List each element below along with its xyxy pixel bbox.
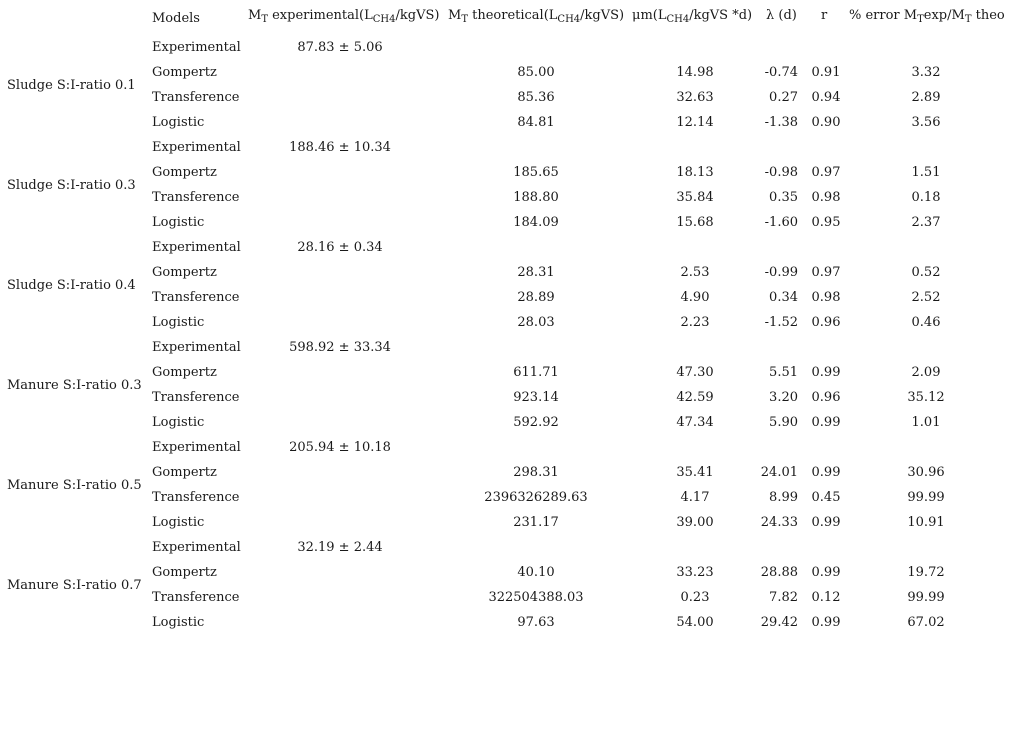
table-row [0,35,1012,60]
r-cell [806,535,846,560]
lambda-cell: 29.42 [760,615,798,630]
model-cell: Gompertz [152,165,217,180]
mt-experimental-cell [250,210,430,235]
lambda-cell: -0.99 [764,265,798,280]
group-label: Sludge S:I-ratio 0.4 [7,278,136,293]
um-cell: 2.23 [680,315,710,330]
mt-experimental-cell [250,285,430,310]
mt-theoretical-cell [446,35,626,60]
mt-experimental-cell [250,110,430,135]
um-cell: 14.98 [676,65,714,80]
um-cell: 35.84 [676,190,714,205]
lambda-cell: -1.38 [764,115,798,130]
r-cell: 0.97 [811,265,841,280]
mt-experimental-cell [250,260,430,285]
r-cell [806,135,846,160]
model-cell: Experimental [152,140,241,155]
model-cell: Experimental [152,440,241,455]
um-cell: 47.30 [676,365,714,380]
r-cell: 0.95 [811,215,841,230]
mt-experimental-cell [250,60,430,85]
mt-experimental-cell: 87.83 ± 5.06 [297,40,383,55]
header-um: $\mu m(L_{CH4}$/kgVS *d) [632,8,753,25]
model-cell: Transference [152,390,240,405]
model-cell: Gompertz [152,465,217,480]
lambda-cell [754,235,798,260]
r-cell: 0.99 [811,565,841,580]
header-r: r [821,8,828,23]
lambda-cell: 3.20 [769,390,798,405]
table-row [0,135,1012,160]
model-cell: Experimental [152,240,241,255]
error-cell: 99.99 [907,490,945,505]
r-cell: 0.99 [811,365,841,380]
um-cell: 18.13 [676,165,714,180]
error-cell: 30.96 [907,465,945,480]
mt-experimental-cell [250,460,430,485]
mt-theoretical-cell [446,535,626,560]
lambda-cell [754,35,798,60]
error-cell: 3.56 [911,115,941,130]
mt-theoretical-cell: 923.14 [513,390,559,405]
error-cell: 10.91 [907,515,945,530]
table-row [0,110,1012,135]
model-cell: Logistic [152,115,205,130]
mt-theoretical-cell: 611.71 [513,365,559,380]
table-row [0,310,1012,335]
header-mt-experimental: $M_T$ $experimental(L_{CH4}/kgVS)$ [248,8,440,25]
model-cell: Transference [152,590,240,605]
group-label: Sludge S:I-ratio 0.3 [7,178,136,193]
um-cell: 0.23 [680,590,710,605]
error-cell [880,235,972,260]
mt-theoretical-cell [446,335,626,360]
um-cell [640,135,750,160]
model-cell: Gompertz [152,265,217,280]
mt-theoretical-cell: 85.36 [517,90,555,105]
error-cell: 1.51 [911,165,941,180]
model-cell: Experimental [152,340,241,355]
header-lambda: λ (d) [766,8,797,23]
um-cell: 12.14 [676,115,714,130]
error-cell [880,35,972,60]
r-cell: 0.96 [811,315,841,330]
mt-experimental-cell [250,310,430,335]
table-row [0,360,1012,385]
um-cell: 42.59 [676,390,714,405]
header-mt-theoretical: $M_T$ $theoretical(L_{CH4}/kgVS)$ [448,8,625,25]
table-row [0,260,1012,285]
um-cell: 35.41 [676,465,714,480]
lambda-cell [754,435,798,460]
error-cell: 99.99 [907,590,945,605]
um-cell: 39.00 [676,515,714,530]
r-cell: 0.99 [811,515,841,530]
r-cell: 0.91 [811,65,841,80]
error-cell [880,435,972,460]
mt-theoretical-cell: 592.92 [513,415,559,430]
mt-theoretical-cell [446,135,626,160]
um-cell [640,335,750,360]
table-row [0,185,1012,210]
table-row [0,535,1012,560]
header-models: Models [152,11,200,26]
table-row [0,160,1012,185]
error-cell: 2.37 [911,215,941,230]
model-cell: Gompertz [152,65,217,80]
table-row [0,335,1012,360]
mt-theoretical-cell [446,435,626,460]
model-cell: Gompertz [152,565,217,580]
lambda-cell [754,135,798,160]
mt-theoretical-cell: 188.80 [513,190,559,205]
error-cell: 35.12 [907,390,945,405]
um-cell [640,35,750,60]
table-row [0,585,1012,610]
um-cell: 54.00 [676,615,714,630]
r-cell [806,335,846,360]
mt-theoretical-cell: 84.81 [517,115,555,130]
table-row [0,385,1012,410]
mt-theoretical-cell: 28.03 [517,315,555,330]
table-row [0,60,1012,85]
table-row [0,210,1012,235]
r-cell: 0.97 [811,165,841,180]
lambda-cell: -1.52 [764,315,798,330]
um-cell [640,435,750,460]
lambda-cell: -0.74 [764,65,798,80]
r-cell: 0.90 [811,115,841,130]
table-row [0,410,1012,435]
model-cell: Transference [152,290,240,305]
model-cell: Logistic [152,215,205,230]
model-cell: Logistic [152,615,205,630]
mt-experimental-cell [250,385,430,410]
r-cell: 0.45 [811,490,841,505]
mt-theoretical-cell: 28.89 [517,290,555,305]
mt-theoretical-cell: 2396326289.63 [484,490,588,505]
model-cell: Transference [152,90,240,105]
mt-experimental-cell [250,610,430,635]
r-cell: 0.99 [811,615,841,630]
model-cell: Experimental [152,40,241,55]
model-cell: Transference [152,190,240,205]
model-cell: Transference [152,490,240,505]
r-cell: 0.99 [811,465,841,480]
mt-experimental-cell [250,185,430,210]
model-cell: Experimental [152,540,241,555]
mt-theoretical-cell: 97.63 [517,615,555,630]
r-cell: 0.99 [811,415,841,430]
um-cell: 2.53 [680,265,710,280]
mt-theoretical-cell [446,235,626,260]
um-cell: 4.90 [680,290,710,305]
mt-experimental-cell: 205.94 ± 10.18 [289,440,391,455]
mt-experimental-cell: 32.19 ± 2.44 [297,540,383,555]
lambda-cell: 24.33 [760,515,798,530]
um-cell [640,535,750,560]
error-cell: 2.52 [911,290,941,305]
mt-experimental-cell [250,85,430,110]
model-cell: Logistic [152,415,205,430]
um-cell: 15.68 [676,215,714,230]
mt-theoretical-cell: 322504388.03 [488,590,584,605]
error-cell: 67.02 [907,615,945,630]
table-row [0,235,1012,260]
table-row [0,485,1012,510]
mt-theoretical-cell: 298.31 [513,465,559,480]
lambda-cell: 5.51 [769,365,798,380]
r-cell: 0.94 [811,90,841,105]
mt-theoretical-cell: 184.09 [513,215,559,230]
mt-experimental-cell: 598.92 ± 33.34 [289,340,391,355]
lambda-cell: 8.99 [769,490,798,505]
mt-experimental-cell: 188.46 ± 10.34 [289,140,391,155]
mt-experimental-cell [250,485,430,510]
r-cell [806,435,846,460]
group-label: Manure S:I-ratio 0.5 [7,478,142,493]
r-cell: 0.12 [811,590,841,605]
error-cell: 1.01 [911,415,941,430]
mt-experimental-cell [250,160,430,185]
lambda-cell [754,535,798,560]
mt-theoretical-cell: 28.31 [517,265,555,280]
lambda-cell: -0.98 [764,165,798,180]
lambda-cell: 28.88 [760,565,798,580]
lambda-cell [754,335,798,360]
mt-experimental-cell [250,410,430,435]
table-row [0,285,1012,310]
r-cell: 0.98 [811,290,841,305]
lambda-cell: 0.34 [769,290,798,305]
mt-theoretical-cell: 231.17 [513,515,559,530]
r-cell [806,235,846,260]
group-label: Sludge S:I-ratio 0.1 [7,78,136,93]
error-cell: 3.32 [911,65,941,80]
r-cell: 0.96 [811,390,841,405]
table-row [0,610,1012,635]
mt-experimental-cell [250,560,430,585]
header-error: % error $M_T\exp/M_T$ theo [849,8,1005,25]
mt-experimental-cell [250,510,430,535]
model-cell: Gompertz [152,365,217,380]
table-row [0,560,1012,585]
mt-experimental-cell [250,360,430,385]
um-cell [640,235,750,260]
lambda-cell: 5.90 [769,415,798,430]
table-row [0,460,1012,485]
um-cell: 4.17 [680,490,710,505]
error-cell: 0.46 [911,315,941,330]
model-cell: Logistic [152,515,205,530]
mt-theoretical-cell: 85.00 [517,65,555,80]
um-cell: 33.23 [676,565,714,580]
error-cell: 19.72 [907,565,945,580]
mt-theoretical-cell: 40.10 [517,565,555,580]
model-cell: Logistic [152,315,205,330]
group-label: Manure S:I-ratio 0.7 [7,578,142,593]
mt-experimental-cell: 28.16 ± 0.34 [297,240,383,255]
group-label: Manure S:I-ratio 0.3 [7,378,142,393]
table-row [0,510,1012,535]
table-row [0,435,1012,460]
error-cell: 0.18 [911,190,941,205]
error-cell: 2.09 [911,365,941,380]
error-cell [880,535,972,560]
um-cell: 32.63 [676,90,714,105]
mt-theoretical-cell: 185.65 [513,165,559,180]
table-row [0,85,1012,110]
r-cell [806,35,846,60]
error-cell: 2.89 [911,90,941,105]
lambda-cell: 0.35 [769,190,798,205]
mt-experimental-cell [250,585,430,610]
lambda-cell: 0.27 [769,90,798,105]
error-cell: 0.52 [911,265,941,280]
lambda-cell: -1.60 [764,215,798,230]
error-cell [880,335,972,360]
lambda-cell: 24.01 [760,465,798,480]
um-cell: 47.34 [676,415,714,430]
r-cell: 0.98 [811,190,841,205]
lambda-cell: 7.82 [769,590,798,605]
error-cell [880,135,972,160]
